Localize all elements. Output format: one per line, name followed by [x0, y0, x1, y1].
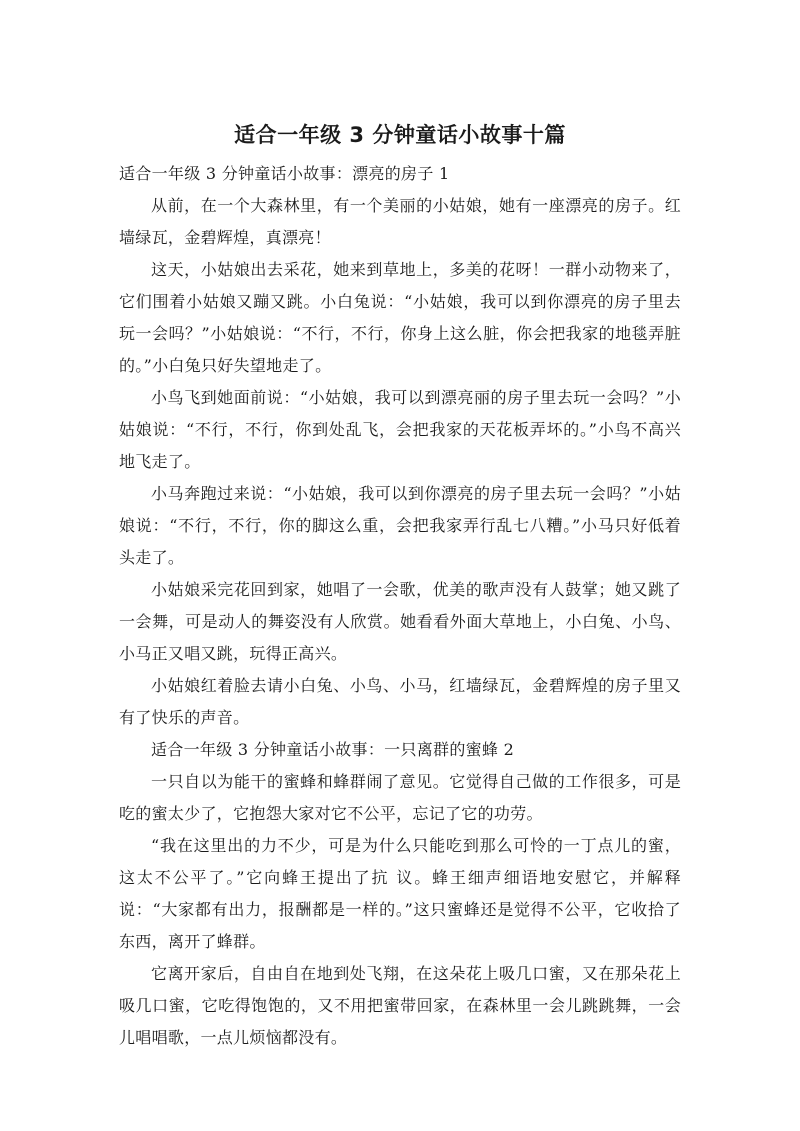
paragraph: “我在这里出的力不少，可是为什么只能吃到那么可怜的一丁点儿的蜜，这太不公平了。”它向蜂王提出了抗 议。蜂王细声细语地安慰它，并解释说：“大家都有出力，报酬都是一样的。”这只蜜蜂还是觉得不公平，它收拾了东西，离开了蜂群。: [119, 836, 681, 951]
paragraph: 小马奔跑过来说：“小姑娘，我可以到你漂亮的房子里去玩一会吗？”小姑娘说：“不行，不行，你的脚这么重，会把我家弄行乱七八糟。”小马只好低着头走了。: [119, 484, 681, 567]
paragraph: 这天，小姑娘出去采花，她来到草地上，多美的花呀！一群小动物来了，它们围着小姑娘又蹦又跳。小白兔说：“小姑娘，我可以到你漂亮的房子里去玩一会吗？”小姑娘说：“不行，不行，你身上这么脏，你会把我家的地毯弄脏的。”小白兔只好失望地走了。: [119, 260, 681, 375]
document-title: 适合一年级 3 分钟童话小故事十篇: [234, 123, 566, 147]
document-body: [119, 158, 681, 1054]
paragraph: 小姑娘采完花回到家，她唱了一会歌，优美的歌声没有人鼓掌；她又跳了一会舞，可是动人的舞姿没有人欣赏。她看看外面大草地上，小白兔、小鸟、小马正又唱又跳，玩得正高兴。: [119, 580, 681, 663]
paragraph: 小鸟飞到她面前说：“小姑娘，我可以到漂亮丽的房子里去玩一会吗？”小姑娘说：“不行，不行，你到处乱飞，会把我家的天花板弄坏的。”小鸟不高兴地飞走了。: [119, 388, 681, 471]
story-heading: 适合一年级 3 分钟童话小故事：一只离群的蜜蜂 2: [151, 740, 515, 759]
paragraph: 小姑娘红着脸去请小白兔、小鸟、小马，红墙绿瓦，金碧辉煌的房子里又有了快乐的声音。: [119, 676, 681, 727]
story-heading: 适合一年级 3 分钟童话小故事：漂亮的房子 1: [119, 164, 450, 183]
paragraph: 它离开家后，自由自在地到处飞翔，在这朵花上吸几口蜜，又在那朵花上吸几口蜜，它吃得饱饱的，又不用把蜜带回家，在森林里一会儿跳跳舞，一会儿唱唱歌，一点儿烦恼都没有。: [119, 964, 681, 1047]
paragraph: 一只自以为能干的蜜蜂和蜂群闹了意见。它觉得自己做的工作很多，可是吃的蜜太少了，它抱怨大家对它不公平，忘记了它的功劳。: [119, 772, 681, 823]
paragraph: 从前，在一个大森林里，有一个美丽的小姑娘，她有一座漂亮的房子。红墙绿瓦，金碧辉煌，真漂亮！: [119, 196, 681, 247]
